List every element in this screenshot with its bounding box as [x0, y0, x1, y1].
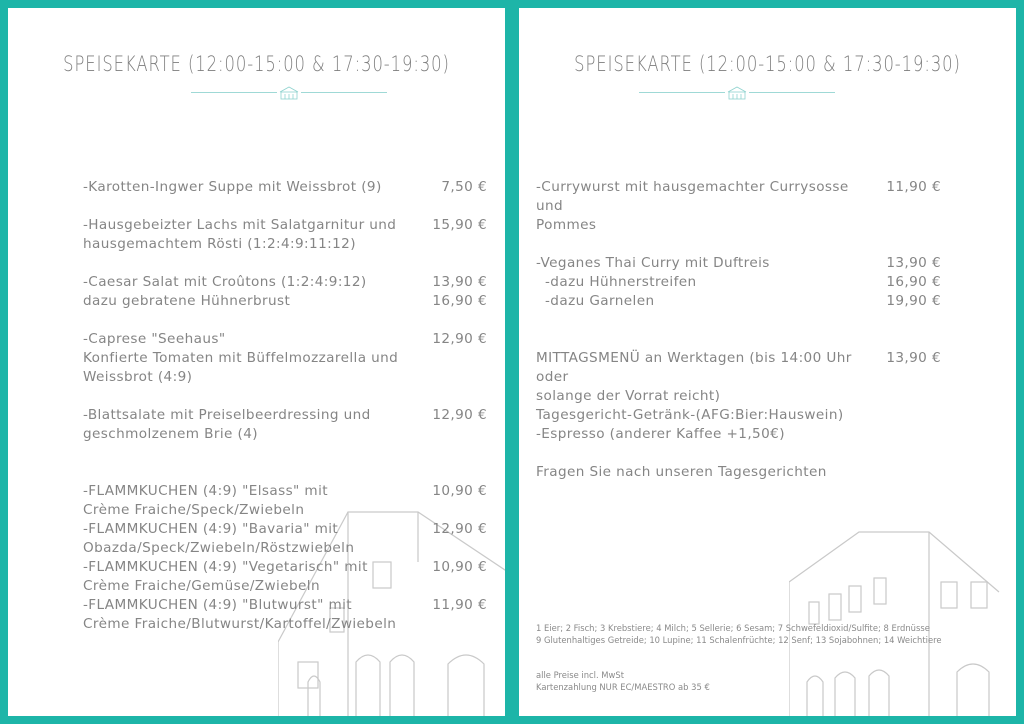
menu-item: -Veganes Thai Curry mit Duftreis 13,90 € — [536, 255, 941, 271]
building-watermark — [789, 522, 1009, 716]
item-price: 15,90 € — [432, 217, 487, 233]
menu-item: -FLAMMKUCHEN (4:9) "Elsass" mit Crème Fraiche/Speck/Zwiebeln 10,90 € — [83, 483, 487, 518]
menu-item: -dazu Hühnerstreifen 16,90 € — [545, 274, 941, 290]
menu-item: -Currywurst mit hausgemachter Currysosse und Pommes 11,90 € — [536, 179, 941, 233]
item-price: 12,90 € — [432, 331, 487, 347]
item-price: 11,90 € — [886, 179, 941, 195]
item-price: 13,90 € — [886, 255, 941, 271]
menu-item: -FLAMMKUCHEN (4:9) "Blutwurst" mit Crème Fraiche/Blutwurst/Kartoffel/Zwiebeln 11,90 € — [83, 597, 487, 632]
menu-item: -Hausgebeizter Lachs mit Salatgarnitur und hausgemachtem Rösti (1:2:4:9:11:12) 15,90 € — [83, 217, 487, 252]
house-logo-icon — [277, 86, 301, 100]
menu-item: -Caesar Salat mit Croûtons (1:2:4:9:12) dazu gebratene Hühnerbrust 13,90 € 16,90 € — [83, 274, 487, 309]
menu-page-right — [519, 8, 1016, 716]
menu-item: -Caprese "Seehaus" Konfierte Tomaten mit Büffelmozzarella und Weissbrot (4:9) 12,90 € — [83, 331, 487, 385]
allergen-footnotes: 1 Eier; 2 Fisch; 3 Krebstiere; 4 Milch; 5 Sellerie; 6 Sesam; 7 Schwefeldioxid/Sulfite; 8 Erdnüsse 9 Glutenhaltiges Getreide; 10 Lupine; 11 Schalenfrüchte; 12 Senf; 13 Sojabohnen; 14 Weichtiere — [536, 623, 942, 645]
item-price: 11,90 € — [432, 597, 487, 613]
menu-title: SPEISEKARTE (12:00-15:00 & 17:30-19:30) — [574, 52, 961, 76]
menu-title: SPEISEKARTE (12:00-15:00 & 17:30-19:30) — [63, 52, 450, 76]
item-price: 10,90 € — [432, 559, 487, 575]
menu-item: -Blattsalate mit Preiselbeerdressing und geschmolzenem Brie (4) 12,90 € — [83, 407, 487, 442]
ornament-divider — [639, 88, 835, 98]
item-price: 13,90 € — [432, 274, 487, 290]
legal-note: alle Preise incl. MwSt Kartenzahlung NUR EC/MAESTRO ab 35 € — [536, 670, 710, 692]
menu-page-left — [8, 8, 505, 716]
menu-item: Fragen Sie nach unseren Tagesgerichten — [536, 464, 827, 480]
ornament-divider — [191, 88, 387, 98]
menu-item: MITTAGSMENÜ an Werktagen (bis 14:00 Uhr oder solange der Vorrat reicht) Tagesgericht-Getränk-(AFG:Bier:Hauswein) -Espresso (anderer Kaffee +1,50€) 13,90 € — [536, 350, 941, 442]
menu-item: -Karotten-Ingwer Suppe mit Weissbrot (9) 7,50 € — [83, 179, 487, 195]
item-price: 13,90 € — [886, 350, 941, 366]
menu-item: -dazu Garnelen 19,90 € — [545, 293, 941, 309]
item-price: 12,90 € — [432, 521, 487, 537]
menu-item: -FLAMMKUCHEN (4:9) "Vegetarisch" mit Crème Fraiche/Gemüse/Zwiebeln 10,90 € — [83, 559, 487, 594]
menu-items-left — [83, 178, 487, 634]
item-price: 10,90 € — [432, 483, 487, 499]
item-price: 7,50 € — [441, 179, 487, 195]
item-price-extra: 16,90 € — [432, 293, 487, 309]
menu-item: -FLAMMKUCHEN (4:9) "Bavaria" mit Obazda/Speck/Zwiebeln/Röstzwiebeln 12,90 € — [83, 521, 487, 556]
house-logo-icon — [725, 86, 749, 100]
menu-items-right — [536, 178, 941, 482]
item-price: 12,90 € — [432, 407, 487, 423]
item-price: 16,90 € — [886, 274, 941, 290]
item-price: 19,90 € — [886, 293, 941, 309]
